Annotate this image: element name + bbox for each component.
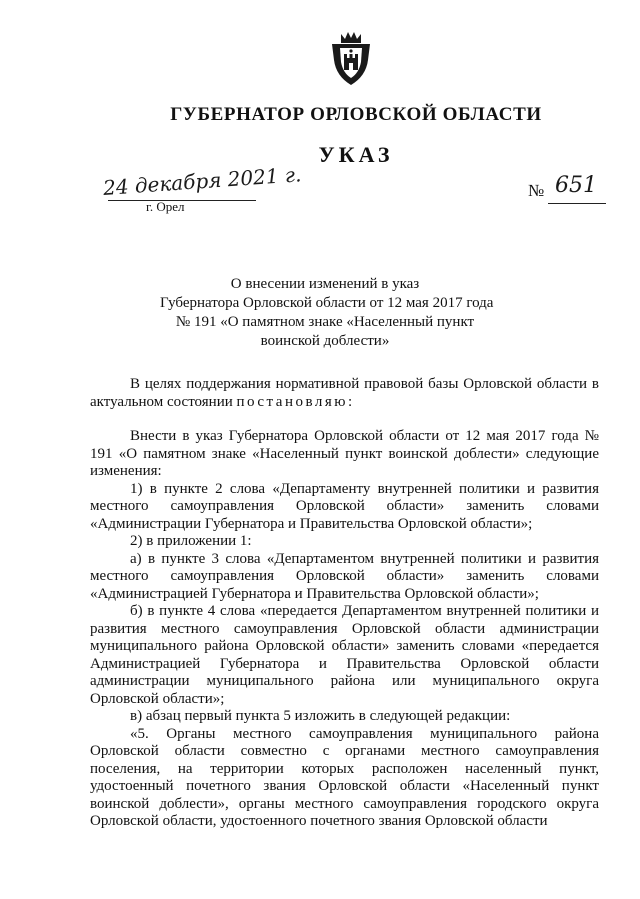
body-paragraph: Внести в указ Губернатора Орловской области от 12 мая 2017 года № 191 «О памятном знаке «Населенный пункт воинской доблести» следующие изменения: (90, 428, 599, 479)
body-paragraph: «5. Органы местного самоуправления муниципального района Орловской области совместно с органами местного самоуправления поселения, на территории которых расположен населенный пункт, удостоенный почетного звания Орловской области «Населенный пункт воинской доблести», органы местного самоуправления городского округа Орловской области, удостоенного почетного звания Орловской области (90, 725, 599, 829)
issue-city: г. Орел (146, 199, 185, 214)
document-body (90, 376, 599, 831)
title-line: воинской доблести» (260, 333, 390, 349)
decree-keyword: постановляю: (236, 393, 355, 410)
title-line: № 191 «О памятном знаке «Населенный пункт (175, 314, 475, 330)
preamble-text: В целях поддержания нормативной правовой базы Орловской области в актуальном состоянии (90, 376, 599, 410)
body-paragraph: 2) в приложении 1: (130, 533, 252, 549)
coat-of-arms-icon (326, 30, 376, 88)
number-sign: № (528, 181, 545, 200)
body-paragraph: 1) в пункте 2 слова «Департаменту внутренней политики и развития местного самоуправления Орловской области» заменить словами «Администрации Губернатора и Правительства Орловской области»; (90, 480, 599, 532)
body-paragraph: а) в пункте 3 слова «Департаментом внутренней политики и развития местного самоуправления Орловской области» заменить словами «Администрацией Губернатора и Правительства Орловской области»; (90, 550, 599, 602)
number-underline (548, 203, 606, 204)
body-paragraph: б) в пункте 4 слова «передается Департаментом внутренней политики и развития местного самоуправления Орловской области администрации муниципального района Орловской области» заменить словами «передается Администрацией Губернатора и Правительства Орловской области администрации муниципального района или муниципального округа Орловской области»; (90, 603, 599, 707)
document-type: УКАЗ (318, 142, 394, 167)
title-line: Губернатора Орловской области от 12 мая 2017 года (160, 295, 494, 311)
authority-title: ГУБЕРНАТОР ОРЛОВСКОЙ ОБЛАСТИ (170, 104, 542, 125)
preamble-paragraph (90, 376, 599, 411)
title-line: О внесении изменений в указ (230, 276, 420, 292)
body-paragraph: в) абзац первый пункта 5 изложить в следующей редакции: (130, 708, 511, 724)
handwritten-number: 651 (555, 173, 597, 198)
handwritten-date: 24 декабря 2021 г. (102, 162, 303, 200)
document-title (160, 275, 494, 351)
